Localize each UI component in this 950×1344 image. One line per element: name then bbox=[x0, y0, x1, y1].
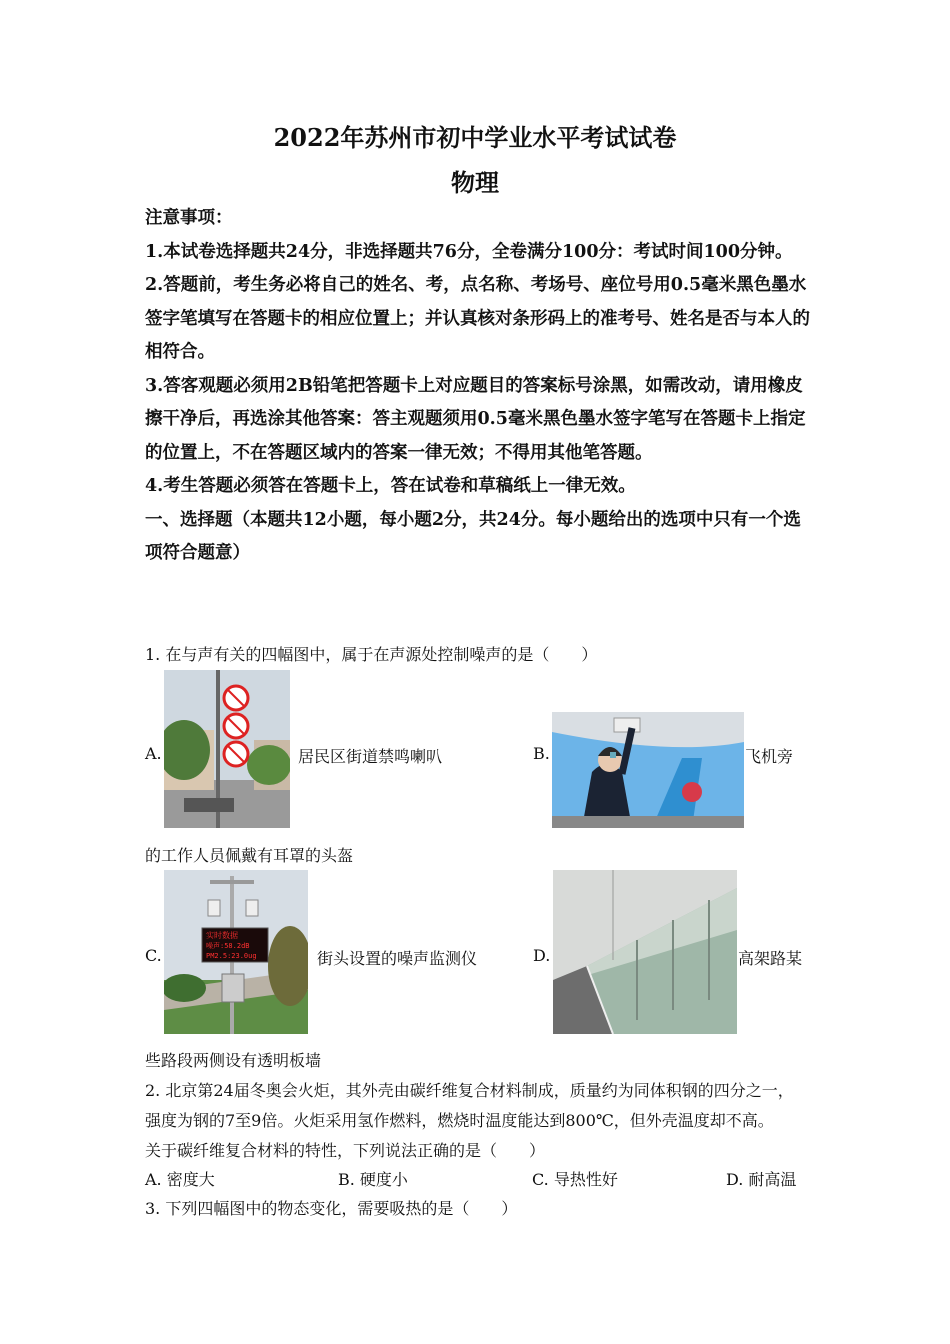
q2-line-3: 关于碳纤维复合材料的特性，下列说法正确的是（ ） bbox=[145, 1141, 546, 1160]
monitor-line-2: 噪声:58.2dB bbox=[206, 942, 250, 950]
notes-section bbox=[145, 202, 810, 571]
highway-barrier-photo bbox=[553, 870, 737, 1034]
exam-title: 2022年苏州市初中学业水平考试试卷 bbox=[273, 123, 677, 152]
note-item-3: 3.答客观题必须用2B铅笔把答题卡上对应题目的答案标号涂黑，如需改动，请用橡皮擦干净后，再选涂其他答案：答主观题须用0.5毫米黑色墨水签字笔写在答题卡上指定的位置上，不在答题区域内的答案一律无效；不得用其他笔答题。 bbox=[145, 375, 806, 463]
q2-option-c: C. 导热性好 bbox=[532, 1170, 618, 1189]
q1-option-b-text-1: 飞机旁 bbox=[745, 747, 794, 766]
q1-option-b-text-2: 的工作人员佩戴有耳罩的头盔 bbox=[145, 846, 354, 865]
monitor-line-3: PM2.5:23.0ug bbox=[206, 952, 257, 960]
note-item-1: 1.本试卷选择题共24分，非选择题共76分，全卷满分100分：考试时间100分钟。 bbox=[145, 241, 793, 262]
subject-title: 物理 bbox=[451, 168, 499, 197]
q1-option-a-text: 居民区街道禁鸣喇叭 bbox=[298, 747, 443, 766]
q1-option-b-label: B. bbox=[533, 744, 550, 763]
q1-option-a-label: A. bbox=[145, 744, 162, 763]
airport-worker-photo bbox=[552, 712, 744, 828]
monitor-line-1: 实时数据 bbox=[206, 931, 238, 940]
street-no-horn-photo bbox=[164, 670, 290, 828]
q2-option-b: B. 硬度小 bbox=[338, 1170, 408, 1189]
q2-line-1: 2. 北京第24届冬奥会火炬，其外壳由碳纤维复合材料制成，质量约为同体积钢的四分之一， bbox=[145, 1081, 794, 1100]
q1-option-c-label: C. bbox=[145, 946, 162, 965]
note-item-2: 2.答题前，考生务必将自己的姓名、考，点名称、考场号、座位号用0.5毫米黑色墨水签字笔填写在答题卡的相应位置上；并认真核对条形码上的准考号、姓名是否与本人的相符合。 bbox=[145, 275, 810, 362]
q2-line-2: 强度为钢的7至9倍。火炬采用氢作燃料，燃烧时温度能达到800℃，但外壳温度却不高。 bbox=[145, 1111, 774, 1130]
section-title: 一、选择题（本题共12小题，每小题2分，共24分。每小题给出的选项中只有一个选项符合题意） bbox=[145, 509, 801, 563]
q1-option-c-text: 街头设置的噪声监测仪 bbox=[317, 949, 478, 968]
q1-option-d-text-1: 高架路某 bbox=[738, 949, 803, 968]
q2-option-d: D. 耐高温 bbox=[726, 1170, 797, 1189]
notes-heading: 注意事项： bbox=[145, 208, 233, 228]
q1-option-d-text-2: 些路段两侧设有透明板墙 bbox=[145, 1051, 322, 1070]
q2-option-a: A. 密度大 bbox=[145, 1170, 215, 1189]
q1-option-d-label: D. bbox=[533, 946, 551, 965]
q1-stem: 1. 在与声有关的四幅图中，属于在声源处控制噪声的是（ ） bbox=[145, 645, 598, 664]
noise-monitor-photo bbox=[164, 870, 308, 1034]
note-item-4: 4.考生答题必须答在答题卡上，答在试卷和草稿纸上一律无效。 bbox=[145, 476, 636, 496]
q3-stem: 3. 下列四幅图中的物态变化，需要吸热的是（ ） bbox=[145, 1199, 518, 1218]
